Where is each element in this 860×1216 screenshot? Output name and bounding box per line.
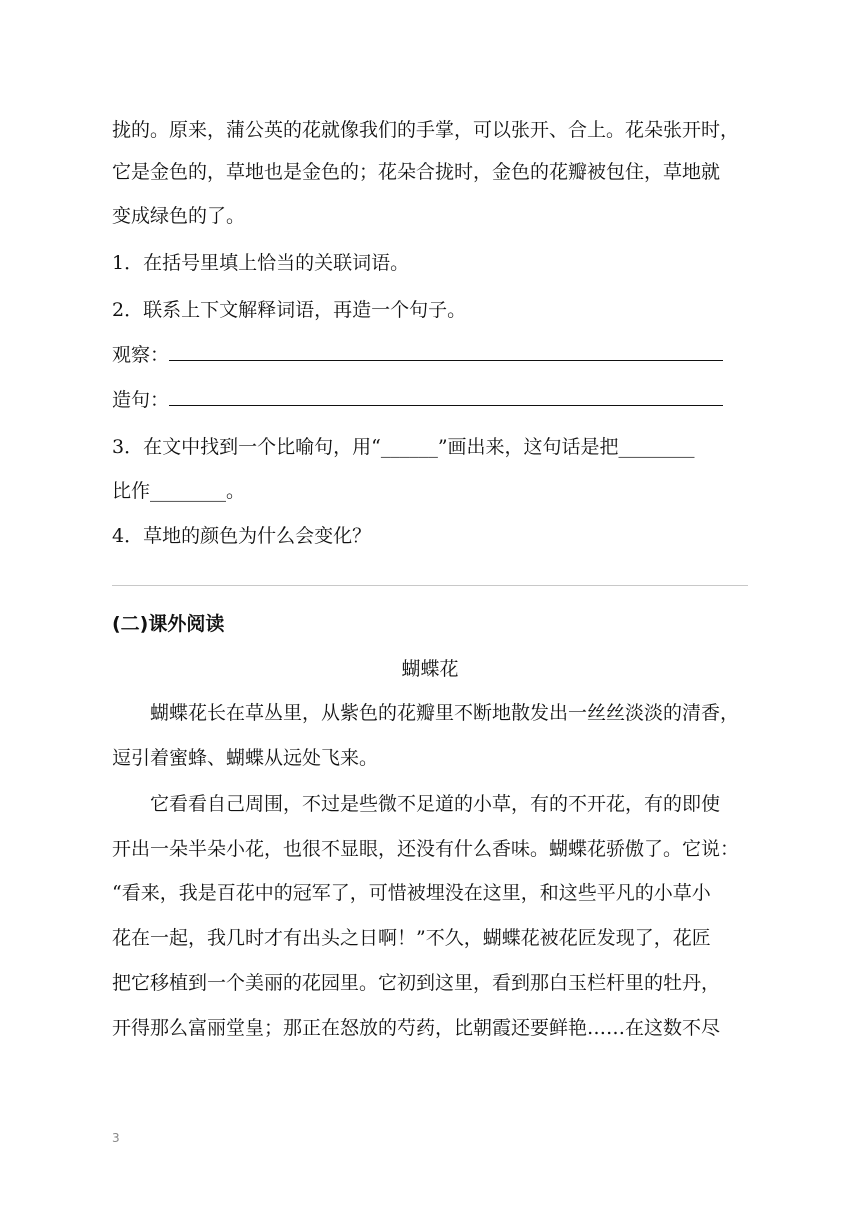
section-divider bbox=[112, 585, 748, 586]
question-4: 4．草地的颜色为什么会变化？ bbox=[112, 525, 372, 547]
article-title: 蝴蝶花 bbox=[401, 658, 459, 680]
observe-row bbox=[112, 342, 748, 368]
sentence-label: 造句： bbox=[112, 389, 170, 411]
article-line-5: “看来，我是百花中的冠军了，可惜被埋没在这里，和这些平凡的小草小 bbox=[112, 882, 711, 904]
question-3-line-1 bbox=[112, 434, 748, 460]
passage-line-2: 它是金色的，草地也是金色的；花朵合拢时，金色的花瓣被包住，草地就 bbox=[112, 161, 721, 183]
sentence-answer-blank[interactable] bbox=[169, 387, 723, 406]
document-page bbox=[112, 0, 748, 1216]
article-line-1: 蝴蝶花长在草丛里，从紫色的花瓣里不断地散发出一丝丝淡淡的清香， bbox=[150, 702, 740, 724]
question-3-subject-blank[interactable]: ________ bbox=[618, 436, 695, 458]
article-line-8: 开得那么富丽堂皇；那正在怒放的芍药，比朝霞还要鲜艳……在这数不尽 bbox=[112, 1017, 721, 1039]
passage-line-3: 变成绿色的了。 bbox=[112, 205, 246, 227]
article-line-3: 它看看自己周围，不过是些微不足道的小草，有的不开花，有的即使 bbox=[150, 793, 721, 815]
question-1: 1．在括号里填上恰当的关联词语。 bbox=[112, 252, 410, 274]
passage-line-1: 拢的。原来，蒲公英的花就像我们的手掌，可以张开、合上。花朵张开时， bbox=[112, 119, 740, 141]
article-line-6: 花在一起，我几时才有出头之日啊！”不久，蝴蝶花被花匠发现了，花匠 bbox=[112, 927, 711, 949]
sentence-row bbox=[112, 387, 748, 413]
article-line-7: 把它移植到一个美丽的花园里。它初到这里，看到那白玉栏杆里的牡丹， bbox=[112, 972, 721, 994]
observe-answer-blank[interactable] bbox=[169, 342, 723, 361]
question-3-mark-blank[interactable]: ______ bbox=[380, 436, 438, 458]
article-line-4: 开出一朵半朵小花，也很不显眼，还没有什么香味。蝴蝶花骄傲了。它说： bbox=[112, 838, 740, 860]
question-3-line-2 bbox=[112, 478, 748, 504]
question-3-object-blank[interactable]: ________ bbox=[150, 480, 227, 502]
question-3-end: 。 bbox=[226, 480, 246, 502]
section-heading: (二)课外阅读 bbox=[112, 613, 225, 635]
question-3-text: 3．在文中找到一个比喻句，用“ bbox=[112, 436, 381, 458]
page-number: 3 bbox=[112, 1131, 120, 1145]
question-3-compare-label: 比作 bbox=[112, 480, 151, 502]
observe-label: 观察： bbox=[112, 344, 170, 366]
question-2: 2．联系上下文解释词语，再造一个句子。 bbox=[112, 299, 467, 321]
question-3-mid: ”画出来，这句话是把 bbox=[437, 436, 619, 458]
article-line-2: 逗引着蜜蜂、蝴蝶从远处飞来。 bbox=[112, 747, 379, 769]
